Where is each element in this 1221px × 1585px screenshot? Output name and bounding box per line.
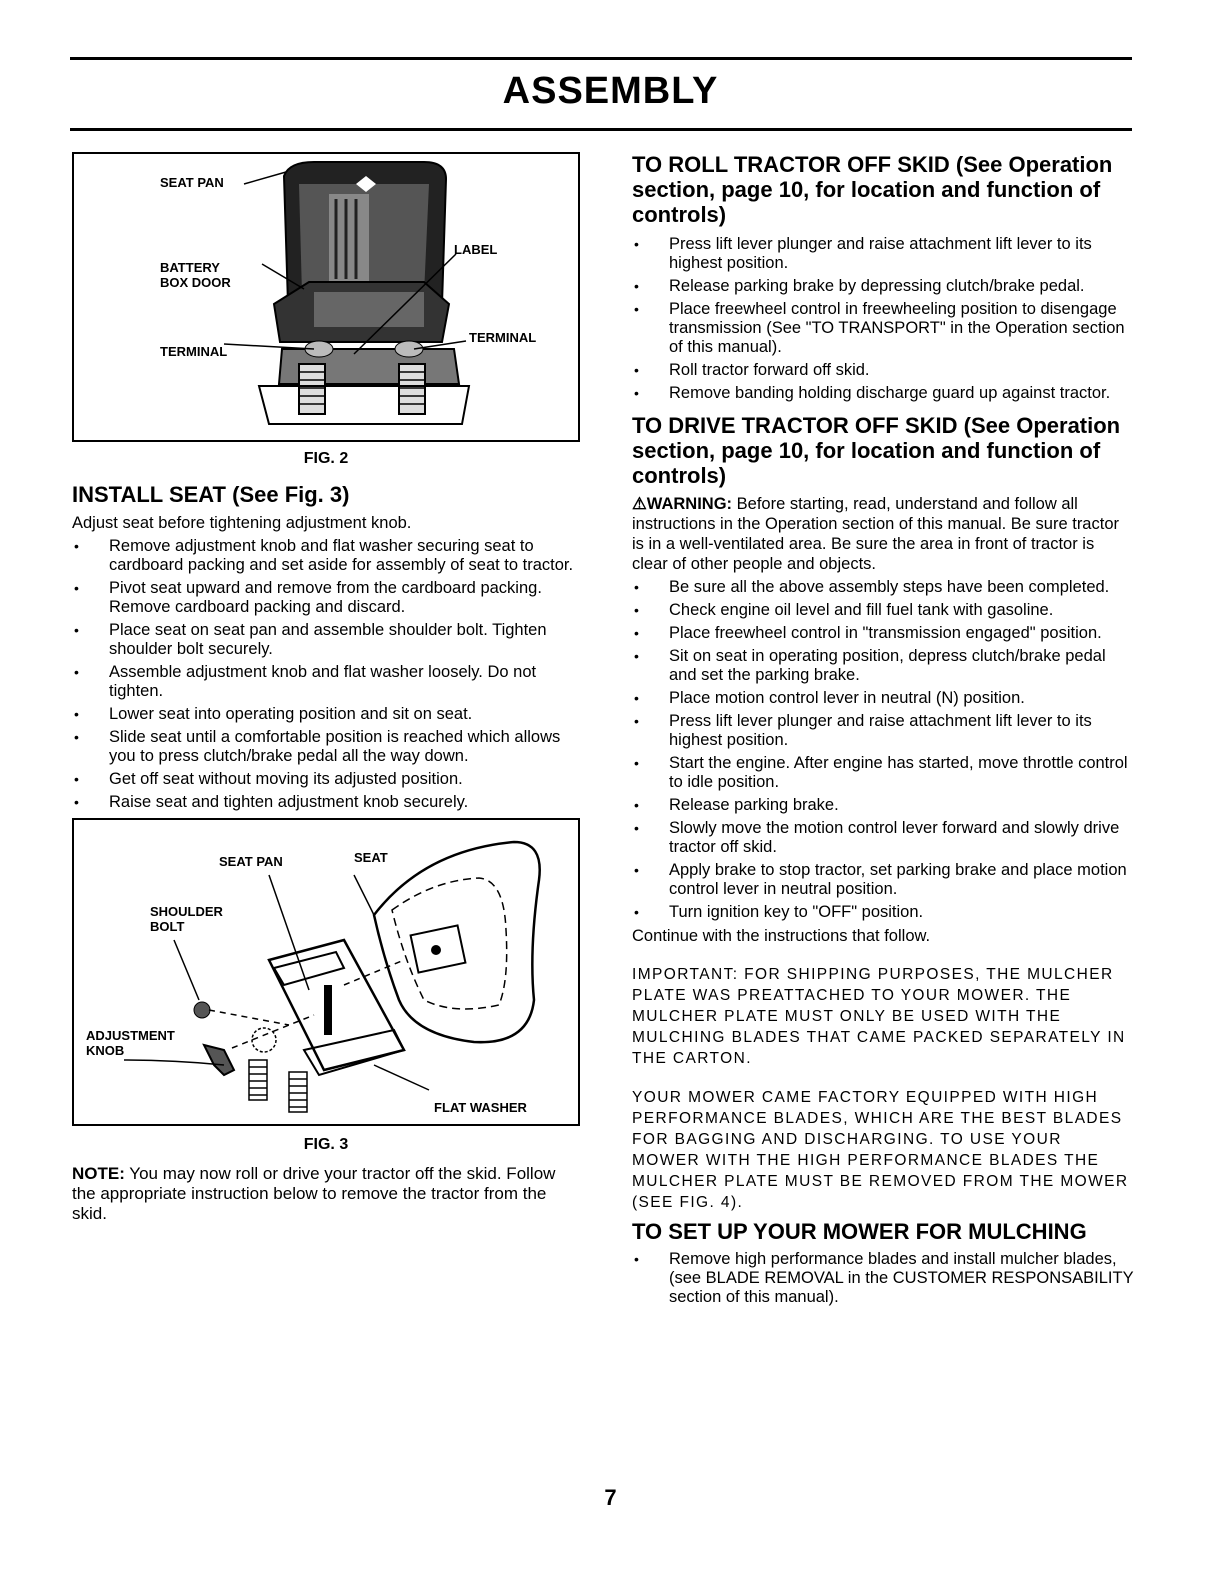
drive-tractor-list <box>632 578 1134 922</box>
list-item: • Be sure all the above assembly steps have been completed. <box>632 578 1134 597</box>
note-text: You may now roll or drive your tractor off the skid. Follow the appropriate instruction below to remove the tractor from the skid. <box>72 1164 556 1223</box>
install-seat-list <box>72 537 580 812</box>
warning-text: Before starting, read, understand and follow all instructions in the Operation section of this manual. Be sure tractor is in a well-ventilated area. Be sure the area in front of tractor is clear of other people and objects. <box>632 495 1119 573</box>
list-item: • Press lift lever plunger and raise attachment lift lever to its highest position. <box>632 235 1134 273</box>
top-rule <box>70 57 1132 60</box>
title-rule <box>70 128 1132 131</box>
list-item: • Assemble adjustment knob and flat washer loosely. Do not tighten. <box>72 663 580 701</box>
list-item: • Press lift lever plunger and raise attachment lift lever to its highest position. <box>632 712 1134 750</box>
drive-tractor-heading: TO DRIVE TRACTOR OFF SKID (See Operation section, page 10, for location and function of controls) <box>632 413 1121 488</box>
list-item: • Lower seat into operating position and sit on seat. <box>72 705 580 724</box>
list-item: • Place freewheel control in "transmission engaged" position. <box>632 624 1134 643</box>
fig2-label-seat-pan: SEAT PAN <box>160 175 224 190</box>
mulching-heading: TO SET UP YOUR MOWER FOR MULCHING <box>632 1219 1087 1244</box>
list-item: • Pivot seat upward and remove from the cardboard packing. Remove cardboard packing and discard. <box>72 579 580 617</box>
list-item: • Slide seat until a comfortable position is reached which allows you to press clutch/brake pedal all the way down. <box>72 728 580 766</box>
list-item: • Release parking brake by depressing clutch/brake pedal. <box>632 277 1134 296</box>
fig3-box <box>72 818 580 1126</box>
page-title: ASSEMBLY <box>502 70 719 112</box>
fig3-label-seat-pan: SEAT PAN <box>219 854 283 869</box>
list-item: • Remove adjustment knob and flat washer securing seat to cardboard packing and set aside for assembly of seat to tractor. <box>72 537 580 575</box>
install-seat-heading: INSTALL SEAT (See Fig. 3) <box>72 482 350 507</box>
list-item: • Get off seat without moving its adjusted position. <box>72 770 580 789</box>
mulching-list <box>632 1250 1134 1307</box>
list-item: • Remove banding holding discharge guard up against tractor. <box>632 384 1134 403</box>
fig3-label-knob: KNOB <box>86 1043 125 1058</box>
list-item: • Roll tractor forward off skid. <box>632 361 1134 380</box>
install-seat-intro: Adjust seat before tightening adjustment knob. <box>72 514 412 532</box>
fig2-label-battery: BATTERY <box>160 260 220 275</box>
fig2-label-label: LABEL <box>454 242 498 257</box>
page-number: 7 <box>604 1485 617 1510</box>
list-item: • Raise seat and tighten adjustment knob securely. <box>72 793 580 812</box>
note-label: NOTE: <box>72 1164 125 1183</box>
left-column <box>72 152 580 1224</box>
right-column <box>632 152 1134 1311</box>
list-item: • Remove high performance blades and install mulcher blades, (see BLADE REMOVAL in the CUSTOMER RESPONSABILITY section of this manual). <box>632 1250 1134 1307</box>
fig2-caption: FIG. 2 <box>303 450 349 467</box>
fig3-label-shoulder: SHOULDER <box>150 904 223 919</box>
list-item: • Place seat on seat pan and assemble shoulder bolt. Tighten shoulder bolt securely. <box>72 621 580 659</box>
fig3-label-flat-washer: FLAT WASHER <box>434 1100 527 1115</box>
list-item: • Slowly move the motion control lever forward and slowly drive tractor off skid. <box>632 819 1134 857</box>
list-item: • Turn ignition key to "OFF" position. <box>632 903 1134 922</box>
list-item: • Check engine oil level and fill fuel tank with gasoline. <box>632 601 1134 620</box>
list-item: • Place motion control lever in neutral (N) position. <box>632 689 1134 708</box>
important-paragraph: IMPORTANT: FOR SHIPPING PURPOSES, THE MULCHER PLATE WAS PREATTACHED TO YOUR MOWER. THE MULCHER PLATE MUST ONLY BE USED WITH THE MULCHING BLADES THAT CAME PACKED SEPARATELY IN THE CARTON. <box>632 966 1126 1067</box>
note-paragraph <box>72 1164 580 1224</box>
list-item: • Start the engine. After engine has started, move throttle control to idle position. <box>632 754 1134 792</box>
continue-text: Continue with the instructions that follow. <box>632 927 931 945</box>
roll-tractor-list <box>632 235 1134 403</box>
fig2-box <box>72 152 580 442</box>
fig3-label-bolt: BOLT <box>150 919 185 934</box>
list-item: • Sit on seat in operating position, depress clutch/brake pedal and set the parking brake. <box>632 647 1134 685</box>
fig2-label-box-door: BOX DOOR <box>160 275 231 290</box>
fig3-illustration <box>74 820 578 1120</box>
list-item: • Release parking brake. <box>632 796 1134 815</box>
fig3-label-seat: SEAT <box>354 850 388 865</box>
fig2-label-terminal-left: TERMINAL <box>160 344 228 359</box>
warning-label: WARNING: <box>646 495 733 513</box>
fig2-illustration <box>74 154 578 436</box>
list-item: • Place freewheel control in freewheeling position to disengage transmission (See "TO TRANSPORT" in the Operation section of this manual). <box>632 300 1134 357</box>
fig2-label-terminal-right: TERMINAL <box>469 330 537 345</box>
factory-paragraph: YOUR MOWER CAME FACTORY EQUIPPED WITH HIGH PERFORMANCE BLADES, WHICH ARE THE BEST BLADES FOR BAGGING AND DISCHARGING. TO USE YOUR MOWER WITH THE HIGH PERFORMANCE BLADES THE MULCHER PLATE MUST BE REMOVED FROM THE MOWER (SEE FIG. 4). <box>632 1089 1129 1211</box>
roll-tractor-heading: TO ROLL TRACTOR OFF SKID (See Operation section, page 10, for location and function of controls) <box>632 152 1113 227</box>
fig3-caption: FIG. 3 <box>303 1136 349 1153</box>
warning-triangle-icon: ⚠ <box>632 495 647 513</box>
list-item: • Apply brake to stop tractor, set parking brake and place motion control lever in neutral position. <box>632 861 1134 899</box>
fig3-label-adjustment: ADJUSTMENT <box>86 1028 175 1043</box>
warning-paragraph <box>632 494 1134 574</box>
